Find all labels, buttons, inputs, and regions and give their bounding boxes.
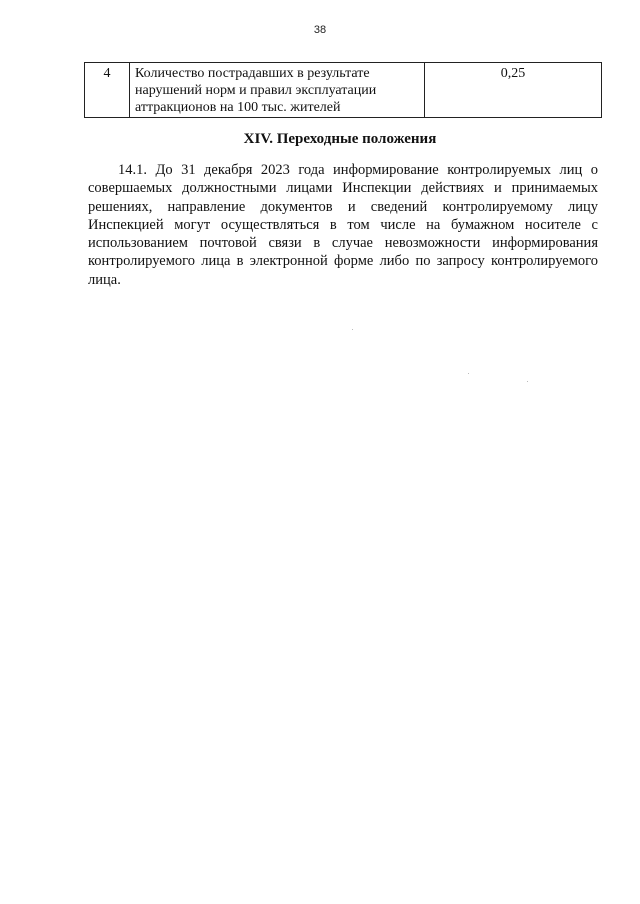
section-title: XIV. Переходные положения: [243, 131, 437, 147]
row-indicator-cell: Количество пострадавших в результате нарушений норм и правил эксплуатации аттракционов на 100 тыс. жителей: [130, 63, 425, 118]
row-number-cell: 4: [85, 63, 130, 118]
section-paragraph: 14.1. До 31 декабря 2023 года информирование контролируемых лиц о совершаемых должностными лицами Инспекции действиях и принимаемых решениях, направление документов и сведений контролируемому лицу Инспекцией могут осуществляться в том числе на бумажном носителе с использованием почтовой связи в случае невозможности информирования контролируемого лица в электронной форме либо по запросу контролируемого лица.: [88, 162, 598, 288]
indicator-table-fragment: [84, 62, 602, 118]
page-number: 38: [313, 24, 327, 36]
scan-speck: [352, 329, 353, 330]
table-row: [85, 63, 602, 118]
scan-speck: [468, 373, 469, 374]
row-value-cell: 0,25: [425, 63, 602, 118]
scan-speck: [527, 381, 528, 382]
